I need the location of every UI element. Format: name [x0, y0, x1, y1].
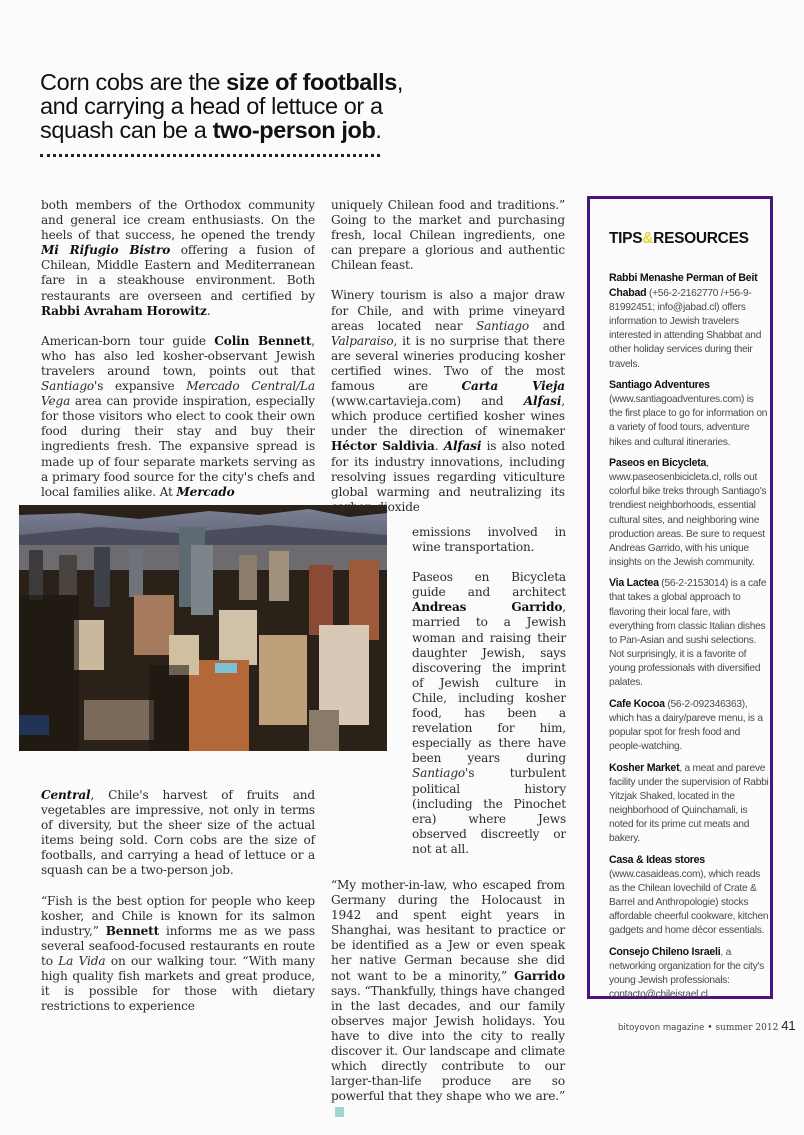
article-paragraph: [41, 198, 315, 319]
text: “My mother-in-law, who escaped from Germany during the Holocaust in 1942 and spent eight years in Shanghai, was hesitant to practice or be identified as a Jew or even speak her native German because she did not want to be a minority,”: [331, 878, 565, 983]
text: Paseos en Bicycleta guide and architect: [412, 570, 566, 600]
tip-item: [609, 456, 769, 570]
footer-separator: •: [707, 1023, 713, 1033]
text: offering a fusion of Chilean, Middle Eastern and Mediterranean fare in a steakhouse environment. Both restaurants are overseen and certified by: [41, 243, 315, 303]
pull-quote-text: Corn cobs are the: [40, 69, 227, 95]
text: Winery tourism is also a major draw for Chile, and with prime vineyard areas located near: [331, 288, 565, 333]
text: area can provide inspiration, especially for those visitors who elect to cook their own food during their stay and buy their ingredients fresh. The expansive spread is made up of four separate markets serving as a primary food source for the city's chefs and local families alike. At: [41, 394, 315, 498]
text: , Chile's harvest of fruits and vegetables are impressive, not only in terms of diversity, but the sheer size of the actual items being sold. Corn cobs are the size of footballs, and carrying a head of lettuce or a squash can be a two-person job.: [41, 788, 315, 878]
tip-name: Kosher Market: [609, 761, 680, 774]
text: uniquely Chilean food and traditions.” Going to the market and purchasing fresh, local Chilean ingredients, one can prepare a glorious and authentic Chilean feast.: [331, 198, 565, 273]
tip-text: (www.santiagoadventures.com) is the first place to go for information on a variety of food tours, adventure hikes and cultural itineraries.: [609, 394, 768, 448]
tips-list: [609, 271, 769, 1009]
title-part: TIPS: [609, 230, 643, 247]
pull-quote-text: and carrying a head of lettuce or a: [40, 93, 383, 119]
place-name: Mercado: [176, 484, 235, 498]
person-name: Bennett: [105, 923, 160, 938]
text: both members of the Orthodox community and general ice cream enthusiasts. On the heels of that success, he opened the trendy: [41, 198, 315, 243]
ampersand-accent: &: [642, 230, 654, 247]
pull-quote: [40, 70, 420, 142]
place-name: Santiago: [41, 379, 95, 394]
person-name: Colin Bennett: [214, 333, 312, 348]
tip-text: (56-2-092346363), which has a dairy/pareve menu, is a popular spot for fresh food and people-watching.: [609, 698, 763, 752]
pull-quote-emphasis: two-person job: [212, 117, 376, 143]
winery-name: Carta Vieja: [461, 379, 565, 394]
article-paragraph: [331, 288, 565, 514]
person-name: Héctor Saldivia: [331, 439, 435, 454]
article-column-2-bottom: [331, 878, 565, 1135]
dotted-divider: [40, 150, 380, 157]
tip-item: [609, 945, 769, 1002]
tip-text: , a networking organization for the city's young Jewish professionals: contacto@chileisrael.cl.: [609, 946, 764, 1000]
winery-name: Alfasi: [443, 439, 482, 454]
santiago-city-photo: [19, 505, 387, 751]
restaurant-name: Mi Rifugio Bistro: [41, 243, 171, 258]
article-paragraph-tail: [412, 525, 566, 555]
text: says. “Thankfully, things have changed in the last decades, and our family observes major Jewish holidays. You have to dive into the city to really discover it. Our landscape and climate which directly contribute to our larger-than-life produce are so powerful that they shape who we are.”: [331, 983, 565, 1104]
article-paragraph: [41, 894, 315, 1015]
text: on our walking tour. “With many high quality fish markets and great produce, it is possible for those with dietary restrictions to experience: [41, 953, 315, 1014]
end-of-article-icon: [335, 1107, 344, 1117]
tip-text: (+56-2-2162770 /+56-9-81992451; info@jabad.cl) offers information to Jewish travelers interested in attending Shabbat and other holiday services during their travels.: [609, 288, 762, 370]
text: , who has also led kosher-observant Jewish travelers around town, points out that: [41, 333, 315, 378]
article-paragraph: [41, 788, 315, 879]
winery-name: Alfasi: [523, 394, 562, 409]
tip-text: (www.casaideas.com), which reads as the Chilean lovechild of Crate & Barrel and Anthropologie) stocks affordable cheerful cookware, kitchen gadgets and home décor essentials.: [609, 868, 769, 937]
tip-text: , a meat and pareve facility under the supervision of Rabbi Yitzjak Shaked, located in the neighborhood of Quinchamali, is noted for its prime cut meats and bakery.: [609, 762, 769, 844]
magazine-name: bitoyovon magazine: [618, 1023, 705, 1033]
tip-text: , www.paseosenbicicleta.cl, rolls out colorful bike treks through Santiago's trendiest neighborhoods, essential cultural sites, and neighboring wine production areas. Be sure to request Andreas Garrido, with his unique insights on the Jewish community.: [609, 458, 767, 568]
text: , it is no surprise that there are several wineries producing kosher certified wines. Two of the most famous are: [331, 333, 565, 394]
tip-name: Casa & Ideas stores: [609, 853, 705, 866]
pull-quote-text: .: [375, 117, 382, 143]
text: , which produce certified kosher wines under the direction of winemaker: [331, 394, 565, 439]
pull-quote-text: ,: [396, 69, 404, 95]
text: and: [529, 318, 565, 333]
place-name: Santiago: [412, 766, 466, 781]
article-paragraph: [41, 334, 315, 498]
text: , married to a Jewish woman and raising their daughter Jewish, says discovering the imprint of Jewish culture in Chile, including kosher food, has been a revelation for him, especially as there have been years during: [412, 600, 566, 766]
place-name: La Vida: [58, 953, 106, 968]
person-name: Garrido: [514, 968, 565, 983]
article-column-1: [41, 198, 315, 498]
text: informs me as we pass several seafood-focused restaurants en route to: [41, 923, 315, 968]
text: is also noted for its industry innovations, including resolving issues regarding viticulture global warming and neutralizing its carbon dioxide: [331, 439, 565, 514]
tips-resources-title: [609, 230, 749, 248]
pull-quote-emphasis: size of footballs: [226, 69, 397, 95]
pull-quote-text: squash can be a: [40, 117, 213, 143]
text: (www.cartavieja.com) and: [331, 394, 524, 409]
tip-item: [609, 378, 769, 449]
title-part: RESOURCES: [653, 230, 749, 247]
text: emissions involved in wine transportation.: [412, 525, 566, 555]
text: 's turbulent political history (including the Pinochet era) where Jews observed discreetly or not at all.: [412, 766, 566, 856]
article-paragraph: [331, 198, 565, 273]
article-column-1-bottom: [41, 788, 315, 1029]
text: American-born tour guide: [41, 333, 215, 348]
tip-name: Rabbi Menashe Perman of Beit Chabad: [609, 272, 758, 300]
place-name: Valparaiso: [331, 333, 394, 348]
tip-name: Via Lactea: [609, 577, 659, 590]
text: .: [206, 303, 211, 318]
article-paragraph: [331, 878, 565, 1120]
tip-text: (56-2-2153014) is a cafe that takes a global approach to flavoring their local fare, with everything from classic Italian dishes to Pan-Asian and sushi selections. Not surprisingly, it is a favorite of young professionals with diversified palates.: [609, 578, 767, 689]
page-footer: [618, 1018, 796, 1033]
page-number: 41: [781, 1018, 796, 1033]
tip-name: Santiago Adventures: [609, 379, 710, 392]
article-paragraph: [412, 570, 566, 857]
person-name: Andreas Garrido: [412, 600, 563, 615]
tip-item: [609, 576, 769, 690]
article-column-2-wrap: [412, 525, 566, 872]
person-name: Rabbi Avraham Horowitz: [41, 303, 207, 318]
tip-name: Cafe Kocoa: [609, 697, 665, 710]
place-name: Central: [41, 788, 91, 802]
text: 's expansive: [94, 379, 187, 394]
place-name: Santiago: [475, 318, 530, 333]
text: .: [434, 439, 444, 454]
tip-item: [609, 697, 769, 754]
issue-date: summer 2012: [715, 1023, 779, 1033]
text: “Fish is the best option for people who keep kosher, and Chile is known for its salmon industry,”: [41, 893, 315, 938]
city-skyline-image: [19, 505, 387, 751]
tip-name: Paseos en Bicycleta: [609, 457, 707, 470]
tip-item: [609, 761, 769, 847]
tip-name: Consejo Chileno Israeli: [609, 945, 721, 958]
place-name: Mercado Central/La Vega: [41, 379, 315, 409]
tip-item: [609, 853, 769, 939]
tips-resources-box: [587, 196, 773, 999]
tip-item: [609, 271, 769, 372]
article-column-2: [331, 198, 565, 515]
